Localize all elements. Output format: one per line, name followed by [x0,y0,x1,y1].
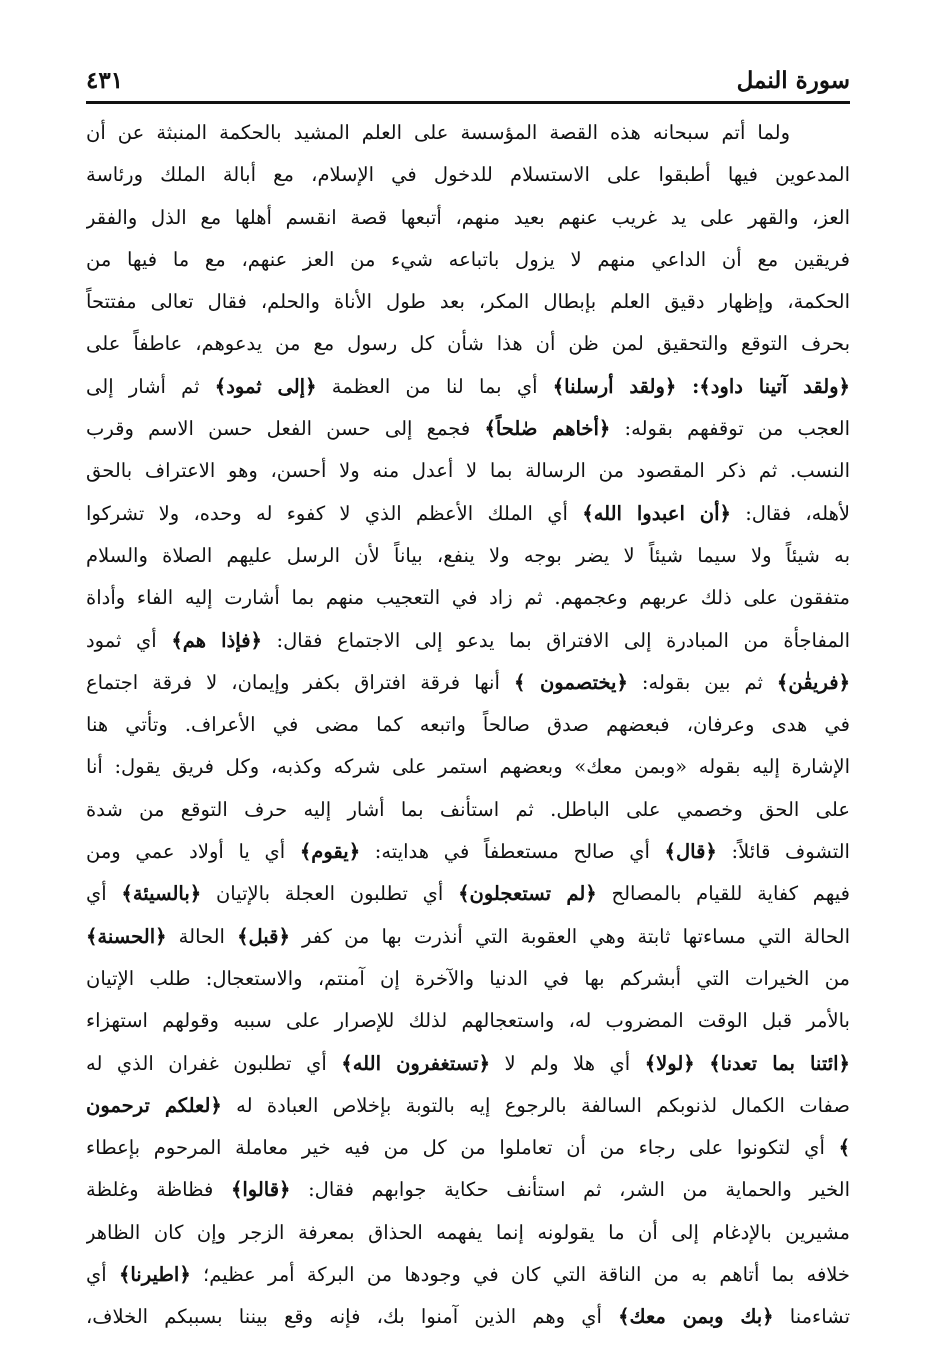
text-segment: فيهم كفاية للقيام بالمصالح [596,882,850,906]
text-line [86,450,850,492]
text-segment: الحالة [166,924,238,948]
text-segment: ثم أشار إلى [86,374,215,398]
text-segment: أي ثمود [86,628,172,652]
text-segment: أي تطلبون غفران الذي له [86,1051,342,1075]
text-segment: أي لتكونوا على رجاء من أن تعاملوا من كل من فيه خير معاملة المرحوم بإعطاء [86,1136,839,1160]
text-segment: فظاظة وغلظة [86,1178,231,1202]
quran-quote: ﴿لولا﴾ [644,1051,695,1075]
text-line [86,746,850,788]
header-rule [86,101,850,104]
quran-quote: ﴿بك وبمن معك﴾ [618,1305,774,1329]
text-segment: ثم بين بقوله: [627,670,777,694]
quran-quote: ﴿قالوا﴾ [230,1178,291,1202]
quran-quote: ﴿فإذا هم﴾ [171,628,262,652]
text-segment: الحكمة، وإظهار دقيق العلم بإبطال المكر، بعد طول الأناة والحلم، فقال تعالى مفتتحاً [86,290,850,314]
text-line [86,239,850,281]
text-segment: من الخيرات التي أبشركم بها في الدنيا والآخرة إن آمنتم، والاستعجال: طلب الإتيان [86,966,850,990]
text-line [86,916,850,958]
quran-quote: ﴿الحسنة﴾ [86,924,167,948]
text-line [86,1043,850,1085]
text-segment: أي بما لنا من العظمة [316,374,553,398]
text-line [86,1127,850,1169]
text-segment: على الحق وخصمي على الباطل. ثم استأنف بما أشار إليه حرف التوقع من شدة [86,797,850,821]
text-segment: فجمع إلى حسن الفعل حسن الاسم وقرب [86,417,485,441]
text-segment: أنها فرقة افتراق بكفر وإيمان، لا فرقة اجتماع [86,670,514,694]
text-segment: به شيئاً ولا سيما شيئاً لا يضر بوجه ولا ينفع، بياناً لأن الرسل عليهم الصلاة والسلام [86,543,850,567]
text-line [86,197,850,239]
text-segment: أي [86,882,122,906]
quran-quote: ﴿إلى ثمود﴾ [214,374,317,398]
text-line [86,704,850,746]
text-line [86,366,850,408]
quran-quote: ﴿يقوم﴾ [299,840,361,864]
text-segment: أي صالح مستعطفاً في هدايته: [360,840,665,864]
text-line [86,493,850,535]
text-segment: الخير والحماية من الشر، ثم استأنف حكاية جوابهم فقال: [290,1178,850,1202]
text-segment: الحالة التي مساءتها ثابتة وهي العقوبة التي أنذرت بها من كفر [289,924,850,948]
quran-quote: ﴿أخاهم صٰلحاً﴾ [484,417,611,441]
text-segment: في هدى وعرفان، فبعضهم صدق صالحاً واتبعه كما مضى في الأعراف. وتأتي هنا [86,713,850,737]
text-segment: بالأمر قبل الوقت المضروب له، واستعجالهم لذلك للإصرار على سببه وقولهم استهزاء [86,1009,850,1033]
text-line [86,789,850,831]
quran-quote: ﴿قبل﴾ [237,924,290,948]
text-segment: ولما أتم سبحانه هذه القصة المؤسسة على العلم المشيد بالحكمة المنبثة عن أن [86,121,790,144]
quran-quote: ﴿تستغفرون الله﴾ [341,1051,491,1075]
text-segment: أي [86,1263,119,1287]
text-segment: العز، والقهر على يد غريب عنهم بعيد منهم، أتبعها قصة انقسم أهلها مع الذل والفقر [86,205,850,229]
text-line [86,958,850,1000]
text-segment: أي هلا ولم لا [490,1051,645,1075]
text-segment: تشاءمنا [773,1305,850,1329]
text-segment: بحرف التوقع والتحقيق لمن ظن أن هذا شأن كل رسول مع من يدعوهم، عاطفاً على [86,332,850,356]
text-segment: أي تطلبون العجلة بالإتيان [201,882,459,906]
text-segment: التشوف قائلاً: [716,840,850,864]
text-segment: متفقون على ذلك عربهم وعجمهم. ثم زاد في التعجيب منهم بما أشارت إليه الفاء وأداة [86,586,850,610]
text-line [86,535,850,577]
text-segment: النسب. ثم ذكر المقصود من الرسالة بما لا أعدل منه ولا أحسن، وهو الاعتراف بالحق [86,459,850,483]
text-line [86,662,850,704]
text-line [86,831,850,873]
text-line [86,1085,850,1127]
quran-quote: ﴿ائتنا بما تعدنا﴾ [709,1051,850,1075]
text-segment: المدعوين فيها أطبقوا على الاستسلام للدخول في الإسلام، مع أبالة الملك ورئاسة [86,163,850,187]
text-line [86,281,850,323]
quran-quote: ﴿لم تستعجلون﴾ [458,882,597,906]
text-line [86,1212,850,1254]
text-line [86,1169,850,1211]
text-segment: أي الملك الأعظم الذي لا كفوء له وحده، ولا تشركوا [86,501,583,525]
text-line [86,1000,850,1042]
quran-quote: ﴿فريقٰن﴾ [776,670,850,694]
text-segment [695,1052,710,1075]
text-line [86,620,850,662]
surah-title: سورة النمل [736,67,850,94]
quran-quote: ﴾ [838,1136,850,1160]
quran-quote: ﴿ولقد أرسلنا﴾ [552,374,677,398]
text-segment: خلافه بما أتاهم به من الناقة التي كان في وجودها من البركة أمر عظيم؛ [190,1263,850,1287]
text-line [86,323,850,365]
text-segment: لأهله، فقال: [730,501,850,525]
text-segment: صفات الكمال لذنوبكم السالفة بالرجوع إيه بالتوبة بإخلاص العبادة له [221,1093,850,1117]
quran-quote: ﴿أن اعبدوا الله﴾ [582,501,731,525]
text-segment: العجب من توقفهم بقوله: [610,417,850,441]
text-line [86,154,850,196]
text-line [86,408,850,450]
text-line [86,112,850,154]
text-line [86,873,850,915]
quran-quote: ﴿قال﴾ [664,840,717,864]
text-segment: المفاجأة من المبادرة إلى الافتراق بما يدعو إلى الاجتماع فقال: [261,628,850,652]
quran-quote: ﴿اطيرنا﴾ [118,1263,191,1287]
text-segment: الإشارة إليه بقوله «وبمن معك» وبعضهم استمر على شركه وكذبه، وكل فريق يقول: أنا [86,755,850,779]
page-body [86,112,850,1339]
page-number: ٤٣١ [86,67,124,94]
text-segment: أي يا أولاد عمي ومن [86,840,300,864]
text-line [86,1254,850,1296]
page-header [86,54,850,102]
quran-quote: ﴿لعلكم ترحمون [86,1093,222,1117]
quran-quote: ﴿بالسيئة﴾ [121,882,202,906]
text-segment: فريقين مع أن الداعي منهم لا يزول باتباعه شيء من العز عنهم، مع ما فيها من [86,247,850,271]
text-line [86,1296,850,1338]
quran-quote: ﴿ولقد آتينا داود﴾: [676,374,850,398]
text-segment: أي وهم الذين آمنوا بك، فإنه وقع بيننا بسببكم الخلاف، [86,1305,619,1329]
text-line [86,577,850,619]
quran-quote: ﴿يختصمون ﴾ [513,670,628,694]
text-segment: مشيرين بالإدغام إلى أن ما يقولونه إنما يفهمه الحذاق بمعرفة الزجر وإن كان الظاهر [86,1220,850,1244]
